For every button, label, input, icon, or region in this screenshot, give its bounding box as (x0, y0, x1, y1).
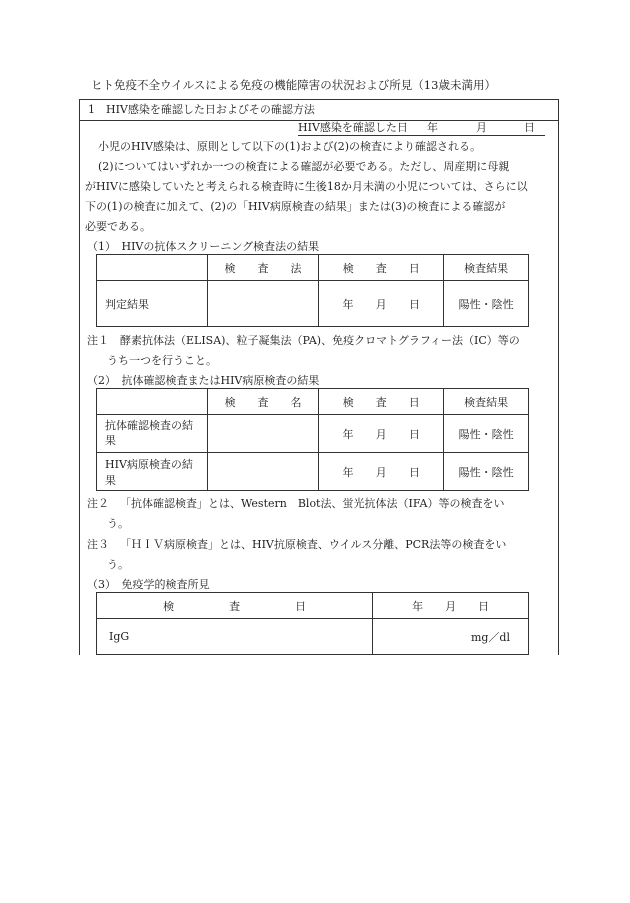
row-label-pathogen: HIV病原検査の結果 (97, 453, 208, 491)
note2-line: う。 (107, 517, 129, 530)
result-choice[interactable]: 陽性・陰性 (444, 281, 529, 327)
year-label: 年 (342, 427, 354, 441)
year-label: 年 (342, 465, 354, 479)
row-label-antibody: 抗体確認検査の結果 (97, 415, 208, 453)
immunology-table (96, 592, 529, 655)
year-label: 年 (427, 121, 438, 134)
row-label-igg: IgG (97, 619, 373, 655)
paragraph-line: 下の(1)の検査に加えて、(2)の「HIV病原検査の結果」または(3)の検査による確認が (85, 200, 506, 213)
header-method: 検 査 法 (207, 255, 319, 281)
exam-date-field[interactable]: 年 月 日 (373, 593, 529, 619)
confirm-date-label: HIV感染を確認した日 (298, 121, 408, 134)
date-input-cell[interactable] (319, 281, 444, 327)
note3-line: う。 (107, 558, 129, 571)
month-label: 月 (476, 121, 487, 134)
blank-header-cell (97, 389, 208, 415)
test-name-input-cell[interactable] (207, 453, 319, 491)
day-label: 日 (409, 427, 421, 441)
unit-label: mg／dl (470, 630, 510, 644)
result-choice[interactable]: 陽性・陰性 (444, 415, 529, 453)
igg-value-field[interactable] (373, 619, 529, 655)
note1-line: 酵素抗体法（ELISA)、粒子凝集法（PA)、免疫クロマトグラフィー法（IC）等の (120, 334, 520, 347)
year-label: 年 (342, 297, 354, 311)
test-name-input-cell[interactable] (207, 415, 319, 453)
paragraph-line: (2)についてはいずれか一つの検査による確認が必要である。ただし、周産期に母親 (98, 160, 510, 173)
subsection3-heading: （3） 免疫学的検査所見 (87, 578, 210, 591)
day-label: 日 (409, 297, 420, 311)
subsection2-heading: （2） 抗体確認検査またはHIV病原検査の結果 (87, 374, 320, 387)
note3-label: 注３ (87, 538, 109, 551)
day-label: 日 (409, 465, 421, 479)
screening-table (96, 254, 529, 327)
note2-line: 「抗体確認検査」とは、Western Blot法、蛍光抗体法（IFA）等の検査をい (120, 497, 505, 510)
blank-header-cell (97, 255, 208, 281)
method-input-cell[interactable] (207, 281, 319, 327)
month-label: 月 (375, 427, 387, 441)
page-title: ヒト免疫不全ウイルスによる免疫の機能障害の状況および所見（13歳未満用） (91, 78, 496, 92)
result-choice[interactable]: 陽性・陰性 (444, 453, 529, 491)
header-date: 検 査 日 (319, 255, 444, 281)
header-date: 検 査 日 (319, 389, 444, 415)
month-label: 月 (375, 297, 387, 311)
confirmation-table (96, 388, 529, 491)
row-label-judgment: 判定結果 (97, 281, 208, 327)
paragraph-line: がHIVに感染していたと考えられる検査時に生後18か月未満の小児については、さらに以 (85, 180, 528, 193)
month-label: 月 (375, 465, 387, 479)
note3-line: 「ＨＩＶ病原検査」とは、HIV抗原検査、ウイルス分離、PCR法等の検査をい (120, 538, 507, 551)
paragraph-line: 必要である。 (85, 220, 151, 233)
header-result: 検査結果 (444, 255, 529, 281)
date-input-cell[interactable] (319, 453, 444, 491)
note1-label: 注１ (87, 334, 109, 347)
note2-label: 注２ (87, 497, 109, 510)
note1-line: うち一つを行うこと。 (107, 354, 217, 367)
header-test-name: 検 査 名 (207, 389, 319, 415)
paragraph-intro: 小児のHIV感染は、原則として以下の(1)および(2)の検査により確認される。 (98, 140, 482, 153)
header-exam-date: 検 査 日 (97, 593, 373, 619)
subsection1-heading: （1） HIVの抗体スクリーニング検査法の結果 (87, 240, 320, 253)
day-label: 日 (524, 121, 535, 134)
date-input-cell[interactable] (319, 415, 444, 453)
section1-heading: 1 HIV感染を確認した日およびその確認方法 (88, 103, 315, 116)
confirm-date-field[interactable] (298, 121, 545, 136)
header-result: 検査結果 (444, 389, 529, 415)
